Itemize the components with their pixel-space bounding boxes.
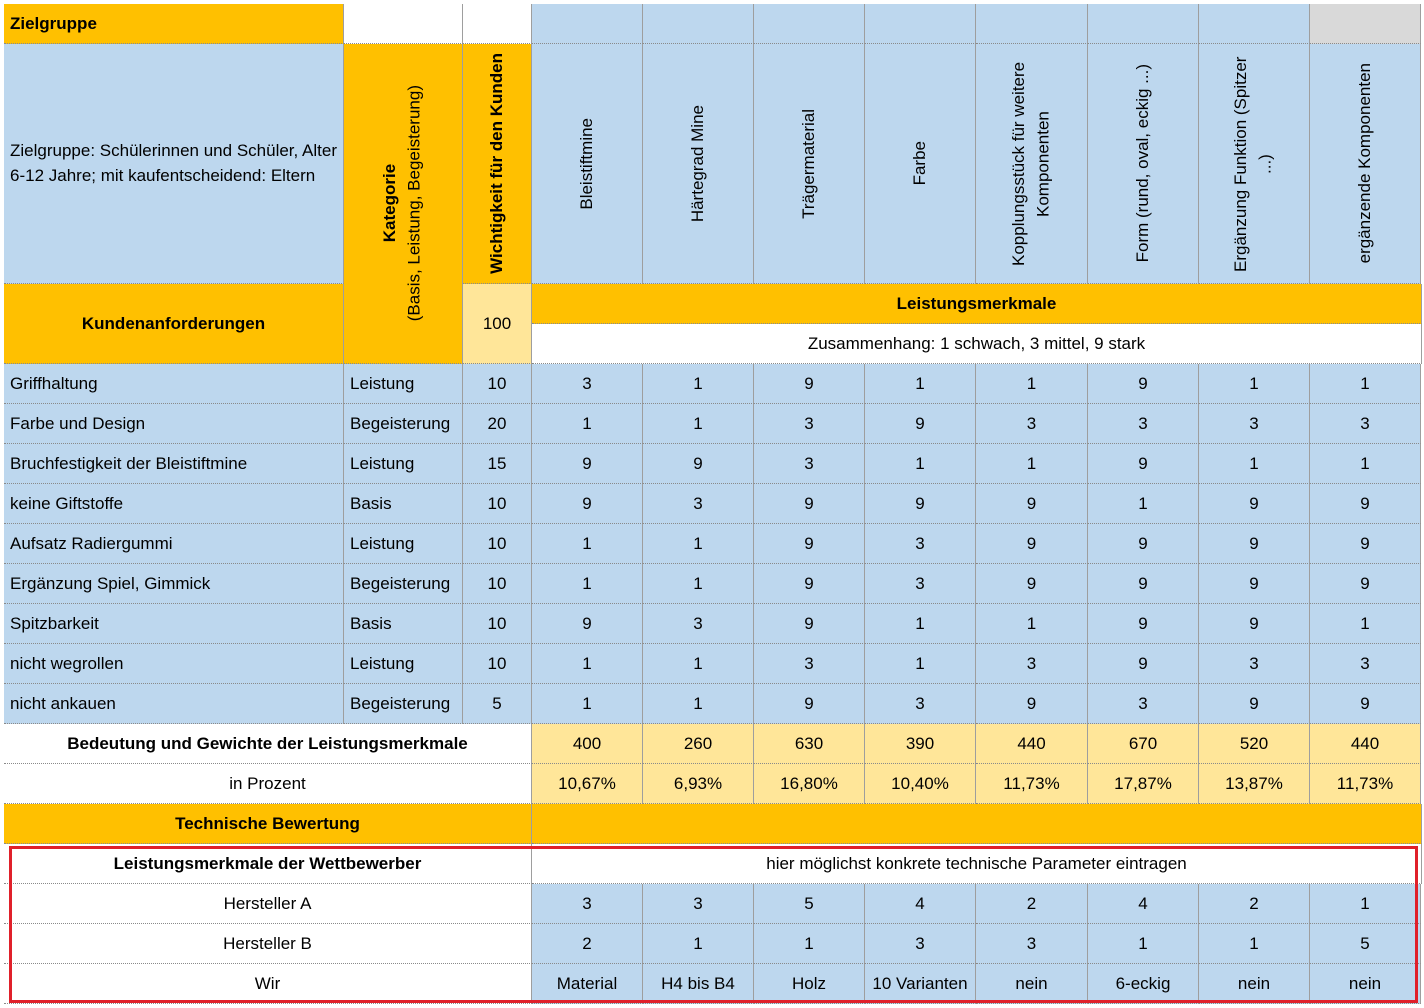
relation-cell[interactable]: 9 — [1088, 364, 1199, 404]
relation-cell[interactable]: 9 — [1199, 564, 1310, 604]
feature-header-wrap — [865, 44, 975, 283]
requirement-weight[interactable]: 10 — [463, 364, 532, 404]
competitor-value[interactable]: 1 — [1088, 924, 1199, 964]
relation-cell[interactable]: 1 — [865, 604, 976, 644]
requirement-category[interactable]: Leistung — [344, 524, 463, 564]
relation-cell[interactable]: 9 — [643, 444, 754, 484]
requirement-name[interactable]: keine Giftstoffe — [4, 484, 344, 524]
competitor-value[interactable]: nein — [976, 964, 1088, 1004]
bedeutung-value[interactable]: 440 — [976, 724, 1088, 764]
relation-cell[interactable]: 9 — [865, 404, 976, 444]
bedeutung-value[interactable]: 390 — [865, 724, 976, 764]
relation-cell[interactable]: 9 — [1088, 524, 1199, 564]
feature-top-cell[interactable] — [1199, 4, 1310, 44]
competitor-value[interactable]: 2 — [1199, 884, 1310, 924]
relation-cell[interactable]: 3 — [865, 684, 976, 724]
kundenanforderungen-label[interactable]: Kundenanforderungen — [4, 284, 344, 364]
feature-header-wrap — [754, 44, 864, 283]
competitor-value[interactable]: 3 — [532, 884, 643, 924]
relation-cell[interactable]: 9 — [976, 564, 1088, 604]
relation-cell[interactable]: 9 — [532, 604, 643, 644]
relation-cell[interactable]: 9 — [976, 684, 1088, 724]
kategorie-header-sub: (Basis, Leistung, Begeisterung) — [405, 85, 424, 322]
relation-cell[interactable]: 9 — [1310, 684, 1421, 724]
relation-cell[interactable]: 1 — [532, 524, 643, 564]
relation-cell[interactable]: 3 — [532, 364, 643, 404]
requirement-name[interactable]: Spitzbarkeit — [4, 604, 344, 644]
competitor-value[interactable]: 5 — [1310, 924, 1421, 964]
relation-cell[interactable]: 1 — [532, 404, 643, 444]
wichtigkeit-header-text: Wichtigkeit für den Kunden — [486, 53, 506, 274]
parameter-hint[interactable]: hier möglichst konkrete technische Parameter eintragen — [532, 844, 1422, 884]
relation-cell[interactable]: 1 — [643, 684, 754, 724]
relation-cell[interactable]: 3 — [1310, 404, 1421, 444]
bedeutung-value[interactable]: 400 — [532, 724, 643, 764]
feature-top-cell[interactable] — [532, 4, 643, 44]
relation-cell[interactable]: 3 — [1199, 404, 1310, 444]
competitor-value[interactable]: 4 — [865, 884, 976, 924]
bedeutung-label[interactable]: Bedeutung und Gewichte der Leistungsmerkmale — [4, 724, 532, 764]
relation-cell[interactable]: 1 — [532, 644, 643, 684]
requirement-weight[interactable]: 10 — [463, 644, 532, 684]
feature-header[interactable] — [865, 44, 976, 284]
relation-cell[interactable]: 1 — [643, 644, 754, 684]
relation-cell[interactable]: 3 — [754, 444, 865, 484]
competitor-value[interactable]: nein — [1199, 964, 1310, 1004]
requirement-name[interactable]: Bruchfestigkeit der Bleistiftmine — [4, 444, 344, 484]
competitor-name[interactable]: Hersteller B — [4, 924, 532, 964]
wichtigkeit-header[interactable] — [463, 44, 532, 284]
feature-top-cell[interactable] — [1310, 4, 1421, 44]
leistungsmerkmale-label[interactable]: Leistungsmerkmale — [532, 284, 1422, 324]
feature-top-cell[interactable] — [1088, 4, 1199, 44]
relation-cell[interactable]: 1 — [643, 404, 754, 444]
relation-cell[interactable]: 3 — [1088, 684, 1199, 724]
competitor-value[interactable]: 3 — [643, 884, 754, 924]
requirement-weight[interactable]: 10 — [463, 564, 532, 604]
relation-cell[interactable]: 3 — [976, 644, 1088, 684]
relation-cell[interactable]: 1 — [1199, 364, 1310, 404]
relation-cell[interactable]: 3 — [754, 644, 865, 684]
relation-cell[interactable]: 1 — [865, 364, 976, 404]
feature-header[interactable] — [1088, 44, 1199, 284]
competitor-value[interactable]: 6-eckig — [1088, 964, 1199, 1004]
feature-header-label: Ergänzung Funktion (Spitzer ...) — [1231, 55, 1275, 272]
feature-top-cell[interactable] — [865, 4, 976, 44]
feature-header-label: Trägermaterial — [798, 108, 818, 219]
requirement-weight[interactable]: 10 — [463, 524, 532, 564]
kategorie-header-title: Kategorie — [380, 164, 400, 243]
relation-cell[interactable]: 1 — [976, 444, 1088, 484]
total-weight[interactable]: 100 — [463, 284, 532, 364]
feature-header-wrap — [643, 44, 753, 283]
relation-cell[interactable]: 9 — [976, 524, 1088, 564]
feature-header-label: Bleistiftmine — [576, 117, 596, 210]
bedeutung-value[interactable]: 260 — [643, 724, 754, 764]
requirement-weight[interactable]: 5 — [463, 684, 532, 724]
bedeutung-value[interactable]: 630 — [754, 724, 865, 764]
relation-cell[interactable]: 1 — [532, 564, 643, 604]
relation-cell[interactable]: 1 — [976, 364, 1088, 404]
competitor-name[interactable]: Hersteller A — [4, 884, 532, 924]
relation-cell[interactable]: 3 — [643, 604, 754, 644]
requirement-name[interactable]: nicht wegrollen — [4, 644, 344, 684]
prozent-value[interactable]: 13,87% — [1199, 764, 1310, 804]
feature-header[interactable] — [754, 44, 865, 284]
relation-cell[interactable]: 9 — [1088, 604, 1199, 644]
competitor-value[interactable]: 5 — [754, 884, 865, 924]
feature-header-wrap — [1088, 44, 1198, 283]
requirement-category[interactable]: Begeisterung — [344, 684, 463, 724]
competitor-name[interactable]: Wir — [4, 964, 532, 1004]
technische-bewertung-label[interactable]: Technische Bewertung — [4, 804, 532, 844]
relation-cell[interactable]: 9 — [754, 364, 865, 404]
bedeutung-value[interactable]: 440 — [1310, 724, 1421, 764]
relation-cell[interactable]: 1 — [1310, 364, 1421, 404]
requirement-category[interactable]: Basis — [344, 484, 463, 524]
relation-cell[interactable]: 9 — [1088, 644, 1199, 684]
requirement-weight[interactable]: 10 — [463, 604, 532, 644]
relation-cell[interactable]: 9 — [1088, 444, 1199, 484]
relation-cell[interactable]: 1 — [1310, 444, 1421, 484]
requirement-weight[interactable]: 10 — [463, 484, 532, 524]
competitor-value[interactable]: 10 Varianten — [865, 964, 976, 1004]
feature-header[interactable] — [1199, 44, 1310, 284]
feature-header-wrap — [976, 44, 1087, 283]
feature-header-label: Form (rund, oval, eckig ...) — [1132, 64, 1152, 263]
wettbewerber-label[interactable]: Leistungsmerkmale der Wettbewerber — [4, 844, 532, 884]
relation-cell[interactable]: 3 — [754, 404, 865, 444]
relation-cell[interactable]: 9 — [1310, 564, 1421, 604]
technische-bewertung-bar[interactable] — [532, 804, 1422, 844]
relation-cell[interactable]: 1 — [865, 444, 976, 484]
relation-cell[interactable]: 9 — [1199, 524, 1310, 564]
feature-header-wrap — [1310, 44, 1420, 283]
relation-cell[interactable]: 9 — [1199, 684, 1310, 724]
relation-cell[interactable]: 9 — [976, 484, 1088, 524]
competitor-value[interactable]: nein — [1310, 964, 1421, 1004]
relation-cell[interactable]: 9 — [532, 484, 643, 524]
relation-cell[interactable]: 9 — [754, 684, 865, 724]
prozent-value[interactable]: 10,40% — [865, 764, 976, 804]
feature-header-label: Kopplungsstück für weitere Komponenten — [1008, 61, 1053, 266]
feature-top-cell[interactable] — [754, 4, 865, 44]
relation-cell[interactable]: 9 — [1199, 604, 1310, 644]
feature-header[interactable] — [976, 44, 1088, 284]
feature-top-cell[interactable] — [976, 4, 1088, 44]
prozent-value[interactable]: 10,67% — [532, 764, 643, 804]
relation-cell[interactable]: 9 — [532, 444, 643, 484]
relation-cell[interactable]: 9 — [754, 484, 865, 524]
relation-cell[interactable]: 3 — [865, 524, 976, 564]
relation-cell[interactable]: 1 — [643, 364, 754, 404]
competitor-value[interactable]: 1 — [1199, 924, 1310, 964]
feature-header[interactable] — [532, 44, 643, 284]
prozent-value[interactable]: 17,87% — [1088, 764, 1199, 804]
relation-cell[interactable]: 9 — [1088, 564, 1199, 604]
requirement-category[interactable]: Leistung — [344, 644, 463, 684]
requirement-name[interactable]: Ergänzung Spiel, Gimmick — [4, 564, 344, 604]
competitor-value[interactable]: 4 — [1088, 884, 1199, 924]
relation-cell[interactable]: 1 — [865, 644, 976, 684]
zielgruppe-label[interactable]: Zielgruppe — [4, 4, 344, 44]
feature-header-wrap — [1199, 44, 1309, 283]
relation-cell[interactable]: 1 — [1310, 604, 1421, 644]
feature-header-label: Farbe — [909, 141, 929, 186]
requirement-category[interactable]: Leistung — [344, 364, 463, 404]
relation-cell[interactable]: 3 — [1310, 644, 1421, 684]
requirement-category[interactable]: Basis — [344, 604, 463, 644]
relation-cell[interactable]: 9 — [754, 524, 865, 564]
prozent-value[interactable]: 11,73% — [1310, 764, 1421, 804]
feature-header[interactable] — [1310, 44, 1421, 284]
competitor-value[interactable]: H4 bis B4 — [643, 964, 754, 1004]
requirement-name[interactable]: Farbe und Design — [4, 404, 344, 444]
kategorie-header-text — [378, 85, 427, 321]
competitor-value[interactable]: Material — [532, 964, 643, 1004]
competitor-value[interactable]: Holz — [754, 964, 865, 1004]
bedeutung-value[interactable]: 520 — [1199, 724, 1310, 764]
competitor-value[interactable]: 1 — [643, 924, 754, 964]
competitor-value[interactable]: 3 — [865, 924, 976, 964]
relation-cell[interactable]: 3 — [976, 404, 1088, 444]
empty-cell[interactable] — [463, 4, 532, 44]
prozent-value[interactable]: 16,80% — [754, 764, 865, 804]
prozent-label[interactable]: in Prozent — [4, 764, 532, 804]
relation-cell[interactable]: 1 — [643, 564, 754, 604]
relation-cell[interactable]: 9 — [1310, 524, 1421, 564]
competitor-value[interactable]: 1 — [1310, 884, 1421, 924]
relation-cell[interactable]: 9 — [865, 484, 976, 524]
requirement-name[interactable]: Griffhaltung — [4, 364, 344, 404]
zusammenhang-legend[interactable]: Zusammenhang: 1 schwach, 3 mittel, 9 stark — [532, 324, 1422, 364]
requirement-category[interactable]: Begeisterung — [344, 404, 463, 444]
feature-header-wrap — [532, 44, 642, 283]
relation-cell[interactable]: 3 — [643, 484, 754, 524]
relation-cell[interactable]: 1 — [1088, 484, 1199, 524]
competitor-value[interactable]: 1 — [754, 924, 865, 964]
requirement-name[interactable]: nicht ankauen — [4, 684, 344, 724]
bedeutung-value[interactable]: 670 — [1088, 724, 1199, 764]
requirement-category[interactable]: Begeisterung — [344, 564, 463, 604]
feature-header-label: Härtegrad Mine — [687, 104, 707, 223]
feature-header-label: ergänzende Komponenten — [1354, 63, 1374, 264]
kategorie-header[interactable] — [344, 44, 463, 364]
relation-cell[interactable]: 1 — [643, 524, 754, 564]
feature-top-cell[interactable] — [643, 4, 754, 44]
zielgruppe-description: Zielgruppe: Schülerinnen und Schüler, Alter 6-12 Jahre; mit kaufentscheidend: Eltern — [10, 140, 337, 185]
empty-cell[interactable] — [344, 4, 463, 44]
zielgruppe-text[interactable] — [4, 44, 344, 284]
requirement-weight[interactable]: 20 — [463, 404, 532, 444]
prozent-value[interactable]: 6,93% — [643, 764, 754, 804]
competitor-value[interactable]: 2 — [976, 884, 1088, 924]
requirement-name[interactable]: Aufsatz Radiergummi — [4, 524, 344, 564]
relation-cell[interactable]: 9 — [1310, 484, 1421, 524]
relation-cell[interactable]: 1 — [1199, 444, 1310, 484]
competitor-value[interactable]: 2 — [532, 924, 643, 964]
prozent-value[interactable]: 11,73% — [976, 764, 1088, 804]
competitor-value[interactable]: 3 — [976, 924, 1088, 964]
feature-header[interactable] — [643, 44, 754, 284]
relation-cell[interactable]: 1 — [532, 684, 643, 724]
requirement-category[interactable]: Leistung — [344, 444, 463, 484]
relation-cell[interactable]: 1 — [976, 604, 1088, 644]
requirement-weight[interactable]: 15 — [463, 444, 532, 484]
relation-cell[interactable]: 3 — [865, 564, 976, 604]
relation-cell[interactable]: 3 — [1199, 644, 1310, 684]
relation-cell[interactable]: 9 — [754, 564, 865, 604]
relation-cell[interactable]: 3 — [1088, 404, 1199, 444]
relation-cell[interactable]: 9 — [1199, 484, 1310, 524]
relation-cell[interactable]: 9 — [754, 604, 865, 644]
